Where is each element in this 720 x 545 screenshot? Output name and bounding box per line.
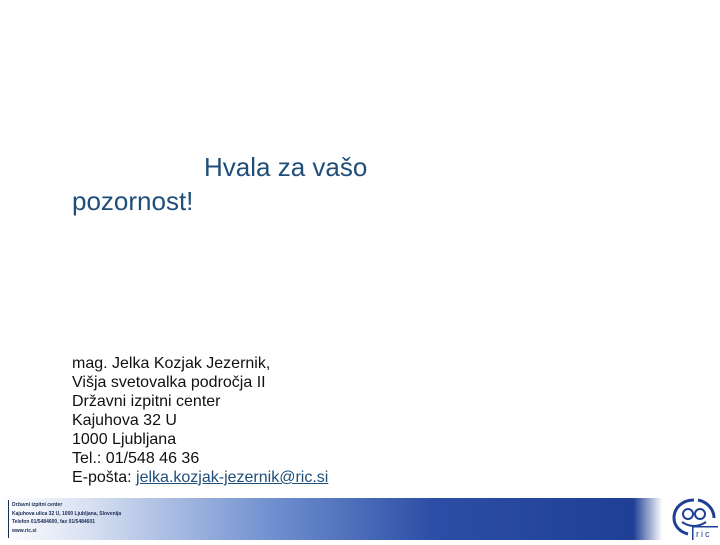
footer-line-2: Kajuhova ulica 32 U, 1000 Ljubljana, Slovenija: [12, 510, 122, 517]
title-line-2: pozornost!: [72, 186, 194, 216]
contact-email-line: [72, 468, 328, 487]
contact-phone: Tel.: 01/548 46 36: [72, 450, 200, 467]
contact-organization: Državni izpitni center: [72, 393, 221, 410]
title-line-1: Hvala za vašo: [204, 152, 368, 182]
footer-address: [12, 501, 121, 535]
footer-band: [0, 498, 720, 540]
slide-title: [72, 150, 472, 218]
contact-block: [72, 354, 328, 487]
contact-name: mag. Jelka Kozjak Jezernik,: [72, 355, 271, 372]
footer-line-1: Državni izpitni center: [12, 502, 63, 508]
contact-email-link[interactable]: jelka.kozjak-jezernik@ric.si: [136, 469, 329, 486]
footer-line-4: www.ric.si: [12, 527, 37, 534]
footer-divider: [8, 500, 9, 538]
ric-logo-icon: [664, 496, 720, 540]
contact-street: Kajuhova 32 U: [72, 412, 177, 429]
footer-line-3: Telefon 01/5484600, fax 01/5484601: [12, 519, 96, 525]
contact-email-label: E-pošta:: [72, 469, 137, 486]
logo-text: ric: [696, 529, 712, 539]
contact-position: Višja svetovalka področja II: [72, 374, 266, 391]
contact-city: 1000 Ljubljana: [72, 431, 177, 448]
